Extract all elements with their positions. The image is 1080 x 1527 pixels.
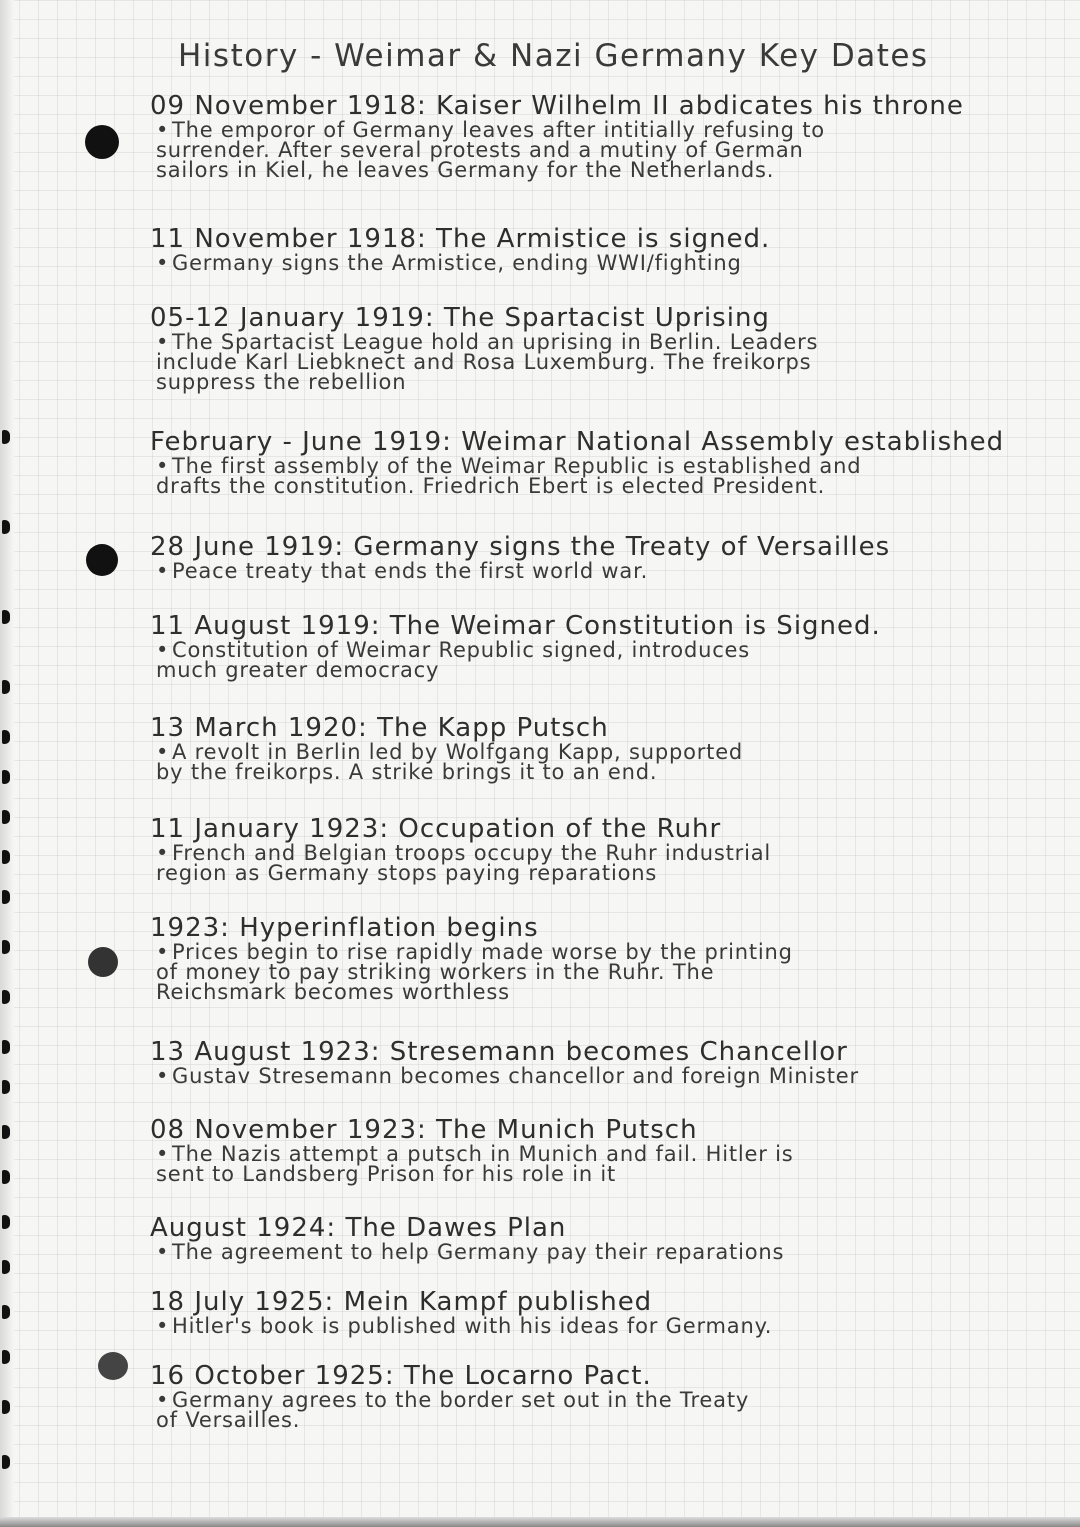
entry-note — [150, 942, 1050, 1002]
binder-mark — [2, 430, 10, 444]
binder-mark — [2, 1305, 10, 1319]
binder-mark — [2, 610, 10, 624]
date-entry — [150, 914, 1050, 1002]
date-entry — [150, 304, 1050, 392]
bullet-icon: • — [156, 638, 170, 662]
binder-mark — [2, 990, 10, 1004]
bullet-icon: • — [156, 1240, 170, 1264]
bullet-icon: • — [156, 454, 170, 478]
entry-heading: 18 July 1925: Mein Kampf published — [150, 1287, 653, 1317]
binder-mark — [2, 770, 10, 784]
entry-note — [150, 843, 1050, 883]
binder-mark — [2, 1260, 10, 1274]
bullet-icon: • — [156, 251, 170, 275]
entry-note-text: The Nazis attempt a putsch in Munich and fail. Hitler is sent to Landsberg Prison for his role in it — [156, 1142, 794, 1186]
binder-mark — [2, 1080, 10, 1094]
entry-note-text: The agreement to help Germany pay their reparations — [172, 1240, 785, 1264]
entry-note-text: Gustav Stresemann becomes chancellor and foreign Minister — [172, 1064, 859, 1088]
bullet-icon: • — [156, 1142, 170, 1166]
page-left-edge — [0, 0, 14, 1527]
date-entry — [150, 1038, 1050, 1086]
binder-mark — [2, 680, 10, 694]
entry-note-text: A revolt in Berlin led by Wolfgang Kapp, supported by the freikorps. A strike brings it to an end. — [156, 740, 744, 784]
binder-mark — [2, 1215, 10, 1229]
entry-heading: 11 January 1923: Occupation of the Ruhr — [150, 814, 722, 844]
date-entry — [150, 1116, 1050, 1184]
entry-note-text: The emporor of Germany leaves after intitially refusing to surrender. After several protests and a mutiny of German sailors in Kiel, he leaves Germany for the Netherlands. — [156, 118, 825, 182]
entry-note — [150, 1316, 1050, 1336]
binder-mark — [2, 520, 10, 534]
date-entry — [150, 612, 1050, 680]
binder-mark — [2, 1455, 10, 1469]
entry-note — [150, 253, 1050, 273]
entry-note-text: Peace treaty that ends the first world war. — [172, 559, 649, 583]
entry-note — [150, 332, 1050, 392]
date-entry — [150, 1362, 1050, 1430]
date-entry — [150, 714, 1050, 782]
bullet-icon: • — [156, 940, 170, 964]
binder-mark — [2, 1125, 10, 1139]
entry-note — [150, 1066, 1050, 1086]
binder-mark — [2, 1040, 10, 1054]
date-entry — [150, 92, 1050, 180]
entry-note-text: The Spartacist League hold an uprising in Berlin. Leaders include Karl Liebknect and Rosa Luxemburg. The freikorps suppress the rebellion — [156, 330, 819, 394]
binder-mark — [2, 850, 10, 864]
entry-note-text: Germany agrees to the border set out in the Treaty of Versailles. — [156, 1388, 750, 1432]
punch-hole — [98, 1352, 128, 1380]
binder-mark — [2, 890, 10, 904]
entry-note-text: French and Belgian troops occupy the Ruhr industrial region as Germany stops paying reparations — [156, 841, 772, 885]
page-title: History - Weimar & Nazi Germany Key Dates — [178, 38, 929, 74]
punch-hole — [86, 544, 118, 576]
binder-mark — [2, 940, 10, 954]
binder-mark — [2, 1400, 10, 1414]
entry-heading: 09 November 1918: Kaiser Wilhelm II abdicates his throne — [150, 91, 964, 121]
date-entry — [150, 1214, 1050, 1262]
entry-heading: 16 October 1925: The Locarno Pact. — [150, 1361, 652, 1391]
entry-note — [150, 561, 1050, 581]
bullet-icon: • — [156, 1314, 170, 1338]
entry-heading: 28 June 1919: Germany signs the Treaty of Versailles — [150, 532, 891, 562]
date-entry — [150, 533, 1050, 581]
bullet-icon: • — [156, 330, 170, 354]
entry-heading: 13 March 1920: The Kapp Putsch — [150, 713, 609, 743]
date-entry — [150, 1288, 1050, 1336]
entry-heading: August 1924: The Dawes Plan — [150, 1213, 567, 1243]
bullet-icon: • — [156, 841, 170, 865]
entry-heading: 11 August 1919: The Weimar Constitution is Signed. — [150, 611, 881, 641]
date-entry — [150, 428, 1050, 496]
entry-note-text: Germany signs the Armistice, ending WWI/fighting — [172, 251, 742, 275]
entry-note — [150, 640, 1050, 680]
punch-hole — [85, 125, 119, 159]
entry-note-text: Constitution of Weimar Republic signed, introduces much greater democracy — [156, 638, 751, 682]
binder-mark — [2, 810, 10, 824]
entry-heading: 1923: Hyperinflation begins — [150, 913, 539, 943]
bullet-icon: • — [156, 118, 170, 142]
bullet-icon: • — [156, 1064, 170, 1088]
entry-heading: 08 November 1923: The Munich Putsch — [150, 1115, 698, 1145]
date-entry — [150, 225, 1050, 273]
entry-note — [150, 1144, 1050, 1184]
entry-note — [150, 1242, 1050, 1262]
date-entry — [150, 815, 1050, 883]
entry-heading: 11 November 1918: The Armistice is signed. — [150, 224, 771, 254]
bullet-icon: • — [156, 740, 170, 764]
entry-note-text: Hitler's book is published with his ideas for Germany. — [172, 1314, 773, 1338]
entry-note-text: The first assembly of the Weimar Republic is established and drafts the constitution. Friedrich Ebert is elected President. — [156, 454, 862, 498]
entry-note-text: Prices begin to rise rapidly made worse by the printing of money to pay striking workers in the Ruhr. The Reichsmark becomes worthless — [156, 940, 793, 1004]
entry-heading: 05-12 January 1919: The Spartacist Uprising — [150, 303, 770, 333]
entry-note — [150, 1390, 1050, 1430]
entry-note — [150, 456, 1050, 496]
entry-heading: February - June 1919: Weimar National Assembly established — [150, 427, 1005, 457]
entry-note — [150, 742, 1050, 782]
binder-mark — [2, 1350, 10, 1364]
punch-hole — [88, 947, 118, 977]
page-bottom-edge — [0, 1517, 1080, 1527]
binder-mark — [2, 730, 10, 744]
bullet-icon: • — [156, 559, 170, 583]
entry-heading: 13 August 1923: Stresemann becomes Chancellor — [150, 1037, 848, 1067]
entry-note — [150, 120, 1050, 180]
bullet-icon: • — [156, 1388, 170, 1412]
binder-mark — [2, 1170, 10, 1184]
